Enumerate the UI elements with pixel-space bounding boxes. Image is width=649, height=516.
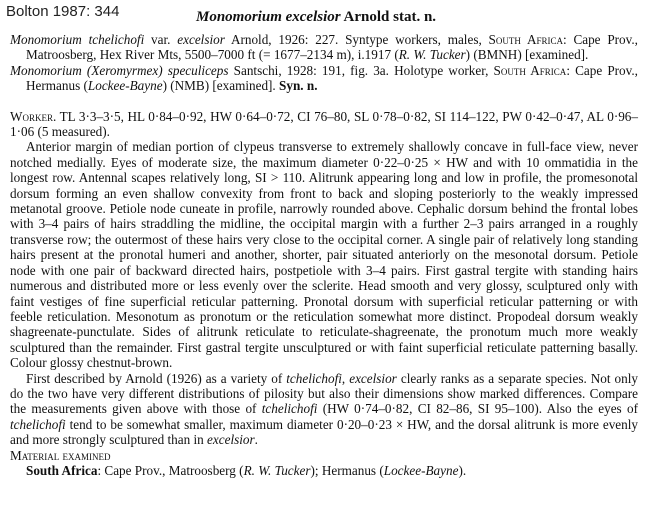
discussion-text: First described by Arnold (1926) as a variety of xyxy=(26,370,287,386)
material-text: ); Hermanus ( xyxy=(310,462,384,478)
species-title-rest: Arnold stat. n. xyxy=(340,9,437,25)
synonym-text: Santschi, 1928: 191, fig. 3a. Holotype worker, xyxy=(228,62,494,78)
taxon-name: excelsior xyxy=(207,432,255,448)
synonym-collector: Lockee-Bayne xyxy=(87,78,163,94)
synonymy-mark: Syn. n. xyxy=(279,78,318,94)
discussion-text: clearly ranks as a separate species. Not only do the two have very different distributions of pilosity but also their dimensions show marked differences. Compare the measurements given above with those of xyxy=(10,370,638,417)
worker-label: Worker xyxy=(10,108,53,124)
page xyxy=(6,3,638,478)
synonym-country: South Africa xyxy=(493,62,567,78)
synonym-entry-2 xyxy=(10,63,638,94)
material-text: : Cape Prov., Matroosberg ( xyxy=(97,462,244,478)
synonym-name: Monomorium (Xeromyrmex) speculiceps xyxy=(10,62,229,78)
material-collector: Lockee-Bayne xyxy=(383,462,459,478)
synonym-text: ) (NMB) [examined]. xyxy=(162,78,280,94)
measurements-text: . TL 3·3–3·5, HL 0·84–0·92, HW 0·64–0·72, CI 76–80, SL 0·78–0·82, SI 114–122, PW 0·42–0·47, AL 0·96–1·06 (5 measured). xyxy=(10,108,638,140)
discussion-paragraph xyxy=(10,371,638,448)
material-heading: Material examined xyxy=(10,447,111,463)
worker-measurements xyxy=(10,109,638,140)
synonym-name: Monomorium tchelichofi xyxy=(10,32,145,47)
synonym-text: : Cape Prov., Hermanus ( xyxy=(26,62,638,94)
synonym-text: Arnold, 1926: 227. Syntype workers, males, xyxy=(224,32,489,47)
taxon-name: tchelichofi xyxy=(10,416,66,432)
synonym-text: var. xyxy=(144,32,178,47)
synonym-country: South Africa xyxy=(488,32,563,47)
running-head: Bolton 1987: 344 xyxy=(6,3,120,20)
synonym-text: ) (BMNH) [examined]. xyxy=(465,47,589,63)
discussion-text: . xyxy=(254,432,258,448)
material-list xyxy=(10,463,638,478)
taxon-name: tchelichofi xyxy=(286,370,342,386)
material-collector: R. W. Tucker xyxy=(243,462,311,478)
species-title-name: Monomorium excelsior xyxy=(196,9,341,25)
header xyxy=(6,3,638,32)
discussion-text: , xyxy=(341,370,350,386)
worker-description: Anterior margin of median portion of clypeus transverse to extremely shallowly concave in full-face view, never notched medially. Eyes of moderate size, the maximum diameter 0·22–0·25 × HW and with 10 ommatidia in the longest row. Antennal scapes relatively long, SI > 110. Alitrunk appearing long and low in profile, the promesonotal dorsum forming an even shallow convexity from front to back and sloping posteriorly to the weakly impressed metanotal groove. Petiole node cuneate in profile, narrowly rounded above. Cephalic dorsum behind the frontal lobes with 3–4 pairs of hairs straddling the midline, the occipital margin with a further 2–3 pairs arranged in a roughly transverse row; the outermost of these hairs very close to the occipital corner. A single pair of relatively long standing hairs present at the pronotal humeri and another, shorter, pair situated anteriorly on the mesonotal dorsum. Petiole node with one pair of backward directed hairs, postpetiole with 3–4 pairs. First gastral tergite with standing hairs numerous and distributed more or less evenly over the sclerite. Head smooth and very glossy, sculptured only with faint vestiges of fine superficial reticular patterning. Pronotal dorsum with superficial reticular patterning or with feeble reticulation. Mesonotum as pronotum or the reticulation somewhat more distinct. Propodeal dorsum weakly shagreenate-punctulate. Sides of alitrunk reticulate to reticulate-shagreenate, the pronotum much more weakly sculptured than the remainder. First gastral tergite unsculptured or with faint superficial reticulate patterning basally. Colour glossy chestnut-brown. xyxy=(10,139,638,371)
taxon-name: tchelichofi xyxy=(261,401,318,417)
discussion-text: (HW 0·74–0·82, CI 82–86, SI 95–100). Also the eyes of xyxy=(317,401,638,417)
species-title xyxy=(196,10,436,25)
synonym-collector: R. W. Tucker xyxy=(398,47,466,63)
synonym-text: : Cape Prov., Matroosberg, Hex River Mts, 5500–7000 ft (= 1677–2134 m), i.1917 ( xyxy=(26,32,638,63)
synonym-entry-1 xyxy=(10,32,638,63)
discussion-text: tend to be somewhat smaller, maximum diameter 0·20–0·23 × HW, and the dorsal alitrunk is more evenly and more strongly sculptured than in xyxy=(10,416,638,448)
material-text: ). xyxy=(458,462,467,478)
material-country: South Africa xyxy=(26,462,98,478)
synonym-variety: excelsior xyxy=(177,32,225,47)
taxon-name: excelsior xyxy=(349,370,397,386)
